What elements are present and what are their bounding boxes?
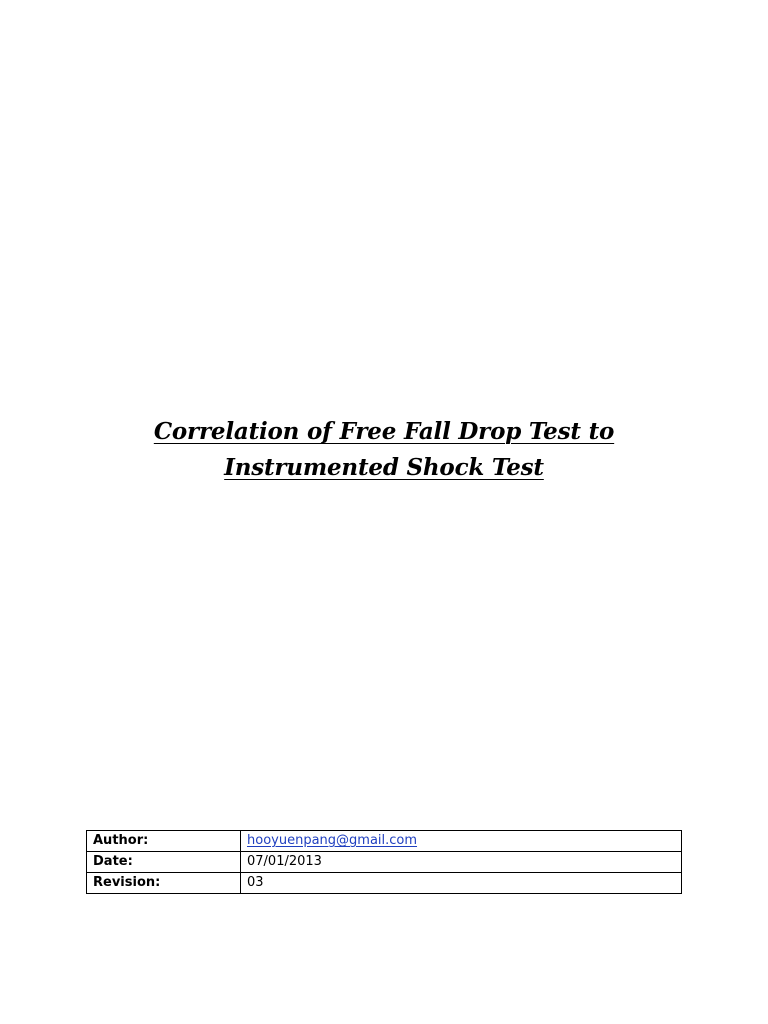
date-value: 07/01/2013 [241, 852, 682, 873]
title-line-1: Correlation of Free Fall Drop Test to [153, 418, 615, 445]
title-line-2: Instrumented Shock Test [224, 454, 544, 481]
document-title [84, 414, 684, 486]
revision-value: 03 [241, 873, 682, 894]
author-email-link[interactable]: hooyuenpang@gmail.com [247, 833, 418, 848]
date-label: Date: [87, 852, 241, 873]
revision-label: Revision: [87, 873, 241, 894]
document-info-table [86, 830, 682, 894]
author-value-cell [241, 831, 682, 852]
revision-row [87, 873, 682, 894]
date-row [87, 852, 682, 873]
author-label: Author: [87, 831, 241, 852]
author-row [87, 831, 682, 852]
